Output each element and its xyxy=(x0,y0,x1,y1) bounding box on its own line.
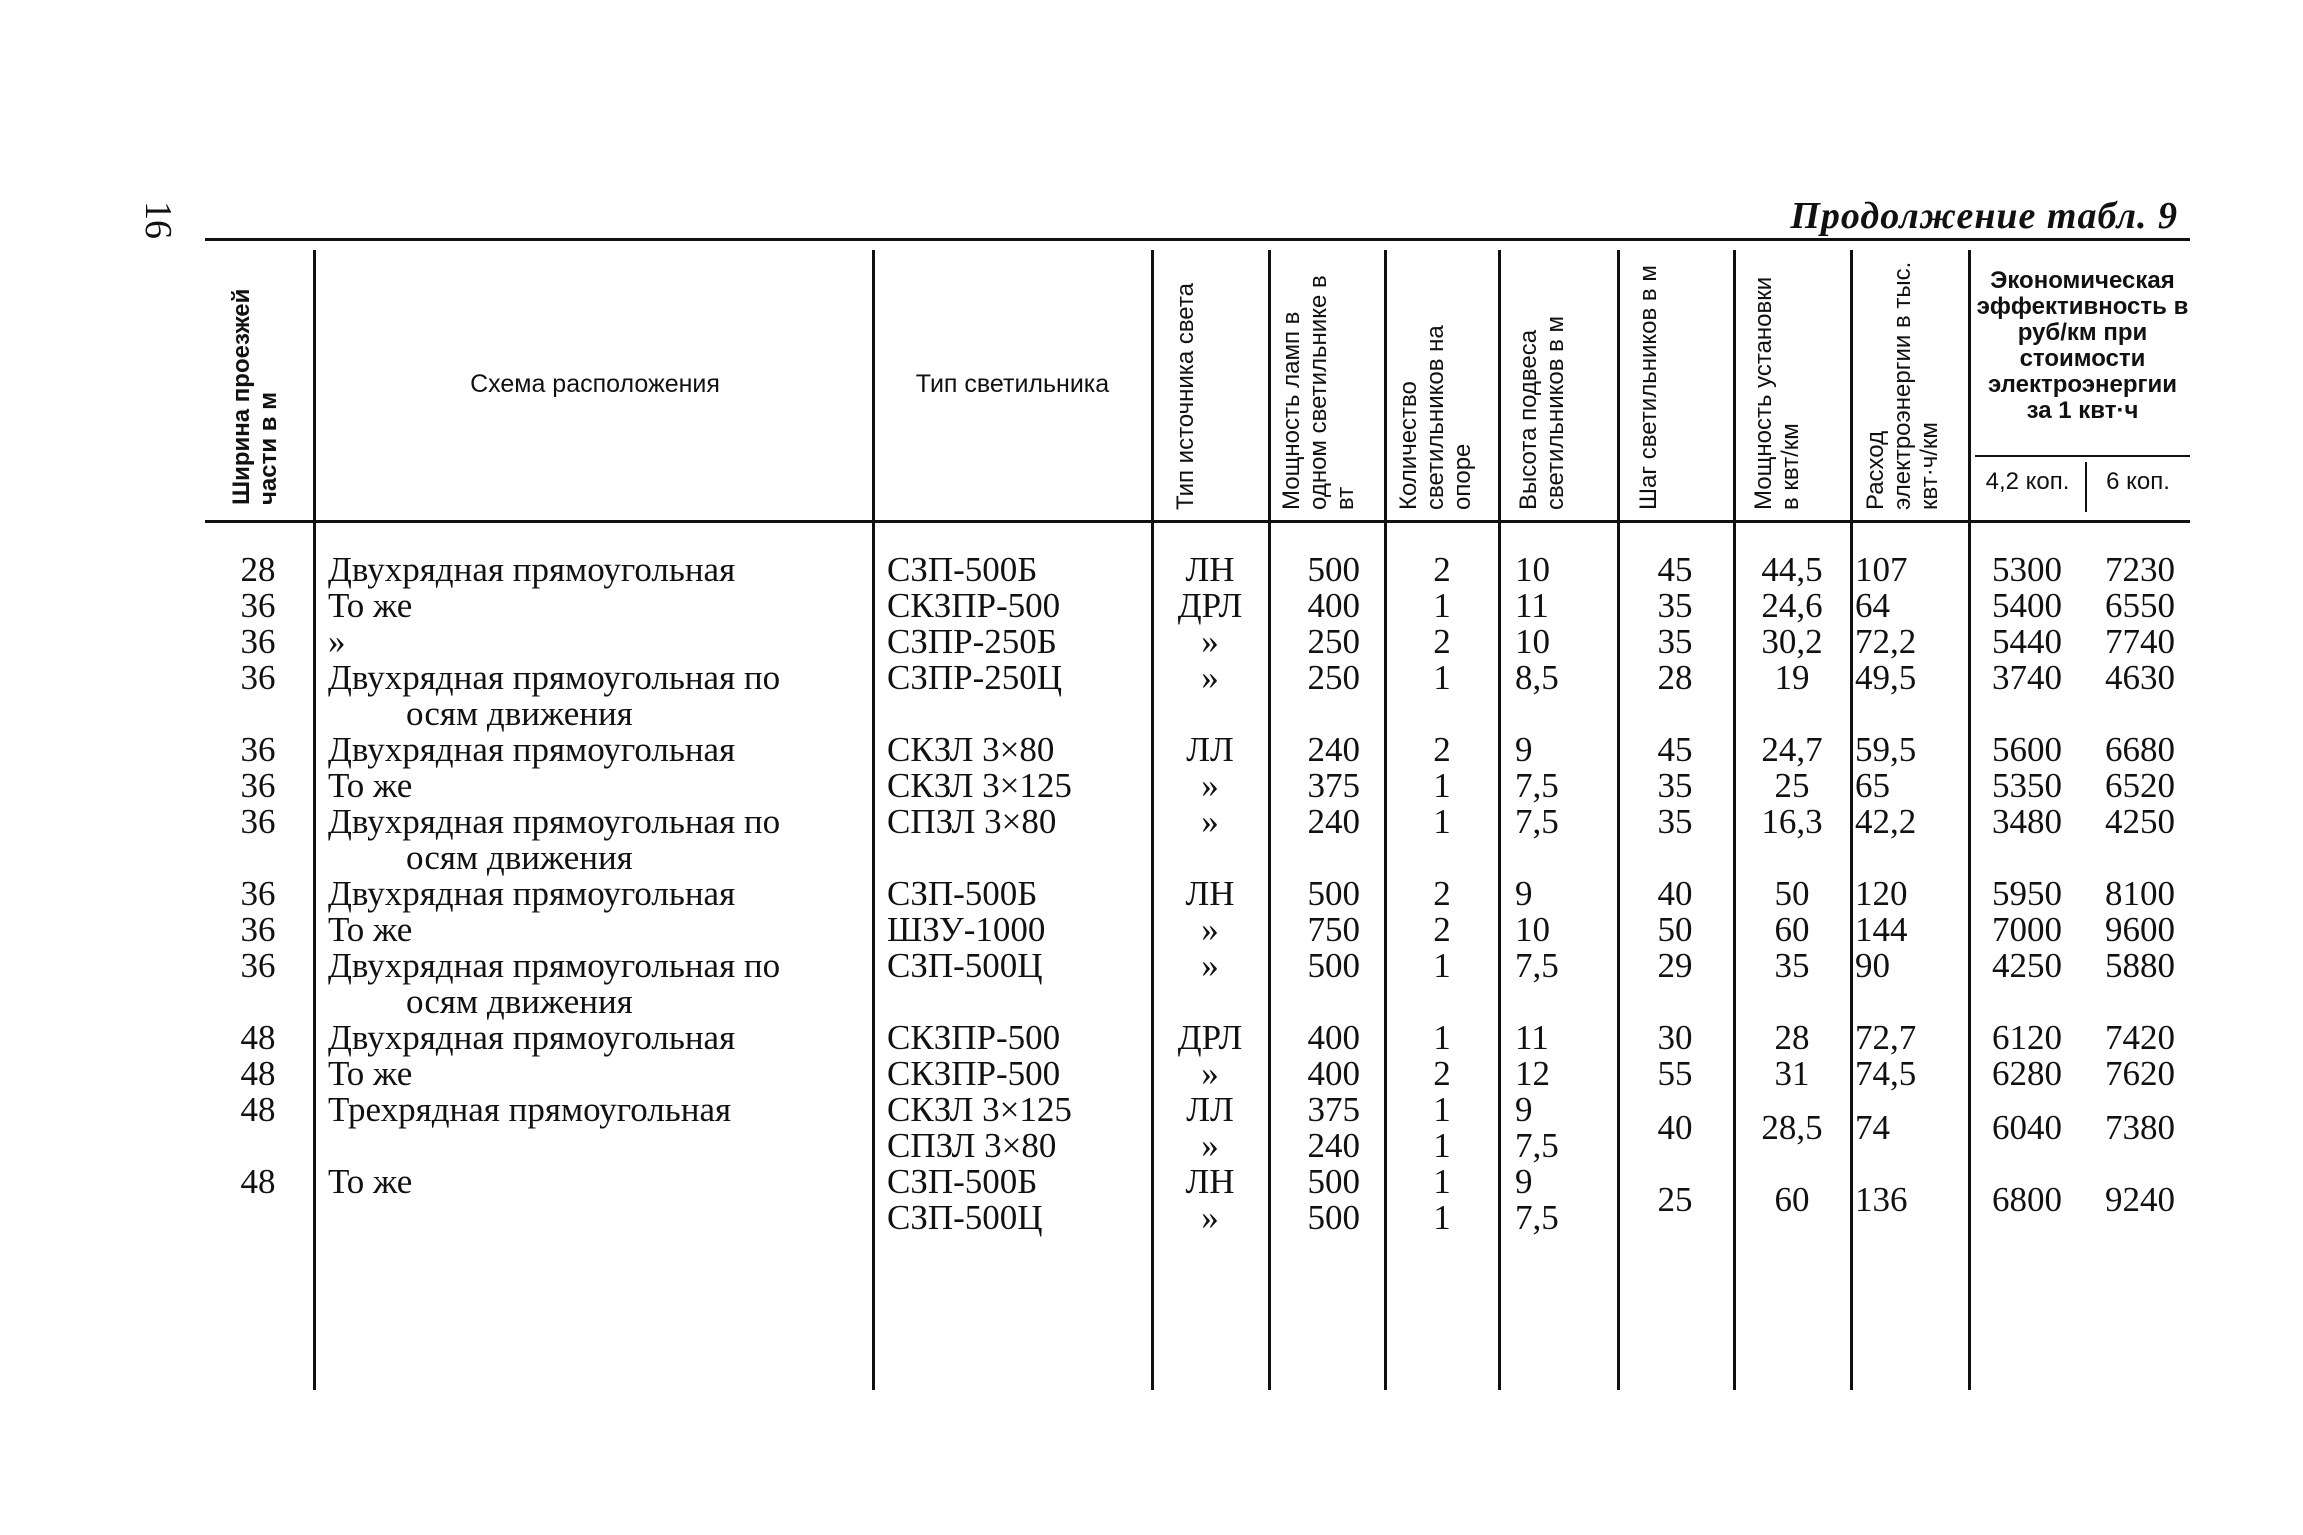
cell-width: 36 xyxy=(240,658,276,697)
cell-consumption: 144 xyxy=(1855,910,1908,949)
cell-fixture: СКЗПР-500 xyxy=(887,1054,1061,1093)
cell-econ-6: 5880 xyxy=(2105,946,2175,985)
cell-count: 1 xyxy=(1433,1018,1451,1057)
col-divider xyxy=(1268,250,1271,1390)
header-fixture: Тип светильника xyxy=(915,370,1110,398)
cell-width: 36 xyxy=(240,802,276,841)
header-step: Шаг светильников в м xyxy=(1635,265,1662,510)
cell-schema: Двухрядная прямоугольная по xyxy=(328,658,781,697)
cell-count: 1 xyxy=(1433,946,1451,985)
cell-source: ДРЛ xyxy=(1177,1018,1243,1057)
cell-econ-6: 9240 xyxy=(2105,1180,2175,1219)
cell-width: 48 xyxy=(240,1090,276,1129)
cell-schema: Двухрядная прямоугольная xyxy=(328,1018,736,1057)
cell-econ-42: 5300 xyxy=(1992,550,2062,589)
cell-power: 250 xyxy=(1307,658,1360,697)
cell-consumption: 90 xyxy=(1855,946,1890,985)
cell-count: 2 xyxy=(1433,874,1451,913)
col-divider xyxy=(1151,250,1154,1390)
cell-econ-42: 5600 xyxy=(1992,730,2062,769)
cell-schema-cont: осям движения xyxy=(406,838,633,877)
cell-width: 36 xyxy=(240,730,276,769)
cell-count: 1 xyxy=(1433,1090,1451,1129)
cell-schema: Двухрядная прямоугольная xyxy=(328,730,736,769)
cell-step: 45 xyxy=(1657,550,1693,589)
cell-fixture: СКЗПР-500 xyxy=(887,586,1061,625)
cell-source: ЛЛ xyxy=(1186,730,1234,769)
cell-step: 45 xyxy=(1657,730,1693,769)
cell-power: 500 xyxy=(1307,1198,1360,1237)
cell-econ-42: 4250 xyxy=(1992,946,2062,985)
cell-econ-42: 5350 xyxy=(1992,766,2062,805)
cell-power: 400 xyxy=(1307,1054,1360,1093)
cell-install: 24,7 xyxy=(1761,730,1823,769)
cell-count: 1 xyxy=(1433,1126,1451,1165)
cell-install: 25 xyxy=(1774,766,1810,805)
cell-step: 35 xyxy=(1657,766,1693,805)
cell-install: 35 xyxy=(1774,946,1810,985)
cell-step: 25 xyxy=(1657,1180,1693,1219)
cell-consumption: 136 xyxy=(1855,1180,1908,1219)
cell-fixture: СЗП-500Б xyxy=(887,874,1038,913)
cell-step: 35 xyxy=(1657,622,1693,661)
cell-height: 7,5 xyxy=(1515,766,1559,805)
header-power: Мощность ламп в одном светильнике в вт xyxy=(1278,275,1359,510)
cell-econ-6: 9600 xyxy=(2105,910,2175,949)
cell-econ-6: 7380 xyxy=(2105,1108,2175,1147)
cell-power: 500 xyxy=(1307,1162,1360,1201)
cell-count: 1 xyxy=(1433,1162,1451,1201)
cell-schema: То же xyxy=(328,586,413,625)
cell-fixture: СКЗЛ 3×80 xyxy=(887,730,1055,769)
econ-sub-divider xyxy=(2085,462,2087,512)
cell-power: 250 xyxy=(1307,622,1360,661)
cell-install: 19 xyxy=(1774,658,1810,697)
cell-schema: То же xyxy=(328,1054,413,1093)
cell-width: 36 xyxy=(240,946,276,985)
cell-height: 10 xyxy=(1515,550,1550,589)
cell-consumption: 72,7 xyxy=(1855,1018,1917,1057)
table-caption: Продолжение табл. 9 xyxy=(1790,195,2178,237)
cell-power: 375 xyxy=(1307,1090,1360,1129)
cell-econ-42: 5440 xyxy=(1992,622,2062,661)
cell-step: 50 xyxy=(1657,910,1693,949)
cell-consumption: 42,2 xyxy=(1855,802,1917,841)
header-source: Тип источника света xyxy=(1172,283,1199,510)
cell-width: 36 xyxy=(240,766,276,805)
cell-height: 9 xyxy=(1515,1162,1533,1201)
header-schema: Схема расположения xyxy=(470,370,720,398)
cell-power: 500 xyxy=(1307,874,1360,913)
cell-height: 11 xyxy=(1515,1018,1549,1057)
cell-econ-42: 6280 xyxy=(1992,1054,2062,1093)
cell-schema-cont: осям движения xyxy=(406,694,633,733)
cell-schema: То же xyxy=(328,766,413,805)
cell-econ-6: 4250 xyxy=(2105,802,2175,841)
header-econ: Экономическая эффективность в руб/км при стоимости электроэнергии за 1 квт·ч xyxy=(1976,267,2189,424)
table-top-rule xyxy=(205,238,2190,241)
cell-width: 28 xyxy=(240,550,276,589)
cell-econ-6: 7420 xyxy=(2105,1018,2175,1057)
cell-count: 1 xyxy=(1433,766,1451,805)
cell-source: » xyxy=(1201,910,1219,949)
header-height: Высота подвеса светильников в м xyxy=(1515,315,1569,510)
cell-source: » xyxy=(1201,622,1219,661)
cell-schema: » xyxy=(328,622,346,661)
cell-schema: То же xyxy=(328,910,413,949)
cell-step: 30 xyxy=(1657,1018,1693,1057)
cell-power: 750 xyxy=(1307,910,1360,949)
cell-econ-42: 6120 xyxy=(1992,1018,2062,1057)
header-econ-6: 6 коп. xyxy=(2106,468,2170,495)
cell-schema: Двухрядная прямоугольная xyxy=(328,874,736,913)
cell-fixture: СЗПР-250Б xyxy=(887,622,1057,661)
cell-schema: То же xyxy=(328,1162,413,1201)
cell-width: 36 xyxy=(240,874,276,913)
cell-fixture: СЗП-500Ц xyxy=(887,1198,1043,1237)
cell-step: 29 xyxy=(1657,946,1693,985)
cell-count: 2 xyxy=(1433,622,1451,661)
header-bottom-rule xyxy=(205,520,2190,523)
cell-econ-6: 6550 xyxy=(2105,586,2175,625)
cell-install: 44,5 xyxy=(1761,550,1823,589)
cell-power: 375 xyxy=(1307,766,1360,805)
cell-econ-6: 6680 xyxy=(2105,730,2175,769)
cell-econ-42: 3740 xyxy=(1992,658,2062,697)
cell-step: 35 xyxy=(1657,802,1693,841)
cell-fixture: СЗП-500Б xyxy=(887,550,1038,589)
cell-fixture: СПЗЛ 3×80 xyxy=(887,802,1057,841)
cell-fixture: СЗП-500Б xyxy=(887,1162,1038,1201)
cell-econ-42: 6040 xyxy=(1992,1108,2062,1147)
cell-count: 1 xyxy=(1433,802,1451,841)
col-divider xyxy=(1968,250,1971,1390)
cell-fixture: СПЗЛ 3×80 xyxy=(887,1126,1057,1165)
cell-econ-6: 7230 xyxy=(2105,550,2175,589)
cell-width: 48 xyxy=(240,1018,276,1057)
cell-step: 28 xyxy=(1657,658,1693,697)
cell-height: 9 xyxy=(1515,730,1533,769)
cell-height: 7,5 xyxy=(1515,802,1559,841)
cell-step: 40 xyxy=(1657,874,1693,913)
cell-power: 400 xyxy=(1307,586,1360,625)
cell-econ-42: 5950 xyxy=(1992,874,2062,913)
cell-height: 8,5 xyxy=(1515,658,1559,697)
col-divider xyxy=(1384,250,1387,1390)
cell-height: 12 xyxy=(1515,1054,1550,1093)
cell-econ-42: 5400 xyxy=(1992,586,2062,625)
cell-install: 28 xyxy=(1774,1018,1810,1057)
cell-count: 1 xyxy=(1433,586,1451,625)
cell-count: 2 xyxy=(1433,730,1451,769)
cell-step: 40 xyxy=(1657,1108,1693,1147)
cell-width: 48 xyxy=(240,1162,276,1201)
cell-source: » xyxy=(1201,658,1219,697)
cell-source: ЛН xyxy=(1185,874,1235,913)
cell-count: 1 xyxy=(1433,658,1451,697)
cell-install: 16,3 xyxy=(1761,802,1823,841)
cell-source: ЛЛ xyxy=(1186,1090,1234,1129)
cell-consumption: 49,5 xyxy=(1855,658,1917,697)
cell-schema: Трехрядная прямоугольная xyxy=(328,1090,732,1129)
col-divider xyxy=(1498,250,1501,1390)
cell-source: » xyxy=(1201,1126,1219,1165)
cell-econ-42: 6800 xyxy=(1992,1180,2062,1219)
cell-install: 50 xyxy=(1774,874,1810,913)
cell-height: 7,5 xyxy=(1515,1126,1559,1165)
cell-height: 9 xyxy=(1515,1090,1533,1129)
cell-count: 2 xyxy=(1433,910,1451,949)
cell-source: » xyxy=(1201,1054,1219,1093)
cell-source: ЛН xyxy=(1185,1162,1235,1201)
cell-econ-6: 7620 xyxy=(2105,1054,2175,1093)
cell-source: ДРЛ xyxy=(1177,586,1243,625)
cell-econ-6: 6520 xyxy=(2105,766,2175,805)
cell-step: 35 xyxy=(1657,586,1693,625)
cell-install: 28,5 xyxy=(1761,1108,1823,1147)
col-divider xyxy=(313,250,316,1390)
cell-source: » xyxy=(1201,1198,1219,1237)
cell-width: 36 xyxy=(240,622,276,661)
cell-width: 36 xyxy=(240,586,276,625)
cell-schema: Двухрядная прямоугольная по xyxy=(328,946,781,985)
cell-consumption: 120 xyxy=(1855,874,1908,913)
cell-source: » xyxy=(1201,802,1219,841)
cell-consumption: 65 xyxy=(1855,766,1890,805)
cell-install: 60 xyxy=(1774,1180,1810,1219)
cell-consumption: 59,5 xyxy=(1855,730,1917,769)
cell-consumption: 74,5 xyxy=(1855,1054,1917,1093)
cell-econ-42: 3480 xyxy=(1992,802,2062,841)
cell-power: 240 xyxy=(1307,802,1360,841)
cell-power: 500 xyxy=(1307,946,1360,985)
col-divider xyxy=(1617,250,1620,1390)
cell-height: 10 xyxy=(1515,622,1550,661)
cell-econ-6: 7740 xyxy=(2105,622,2175,661)
col-divider xyxy=(1850,250,1853,1390)
cell-schema: Двухрядная прямоугольная по xyxy=(328,802,781,841)
cell-fixture: СКЗЛ 3×125 xyxy=(887,766,1072,805)
cell-power: 240 xyxy=(1307,730,1360,769)
cell-install: 30,2 xyxy=(1761,622,1823,661)
cell-fixture: СКЗПР-500 xyxy=(887,1018,1061,1057)
header-consumption: Расход электроэнергии в тыс. квт·ч/км xyxy=(1862,261,1943,510)
cell-count: 2 xyxy=(1433,550,1451,589)
header-width: Ширина проезжей части в м xyxy=(228,288,282,505)
col-divider xyxy=(872,250,875,1390)
cell-install: 31 xyxy=(1774,1054,1810,1093)
header-count: Количество светильников на опоре xyxy=(1395,325,1476,510)
cell-schema: Двухрядная прямоугольная xyxy=(328,550,736,589)
cell-width: 48 xyxy=(240,1054,276,1093)
cell-fixture: СЗП-500Ц xyxy=(887,946,1043,985)
header-install: Мощность установки в квт/км xyxy=(1750,276,1804,510)
cell-econ-6: 8100 xyxy=(2105,874,2175,913)
cell-consumption: 64 xyxy=(1855,586,1890,625)
col-divider xyxy=(1733,250,1736,1390)
cell-count: 2 xyxy=(1433,1054,1451,1093)
cell-power: 240 xyxy=(1307,1126,1360,1165)
cell-source: » xyxy=(1201,946,1219,985)
cell-consumption: 74 xyxy=(1855,1108,1890,1147)
cell-power: 400 xyxy=(1307,1018,1360,1057)
cell-height: 7,5 xyxy=(1515,1198,1559,1237)
cell-consumption: 107 xyxy=(1855,550,1908,589)
cell-count: 1 xyxy=(1433,1198,1451,1237)
cell-fixture: СЗПР-250Ц xyxy=(887,658,1063,697)
cell-econ-6: 4630 xyxy=(2105,658,2175,697)
cell-install: 60 xyxy=(1774,910,1810,949)
cell-install: 24,6 xyxy=(1761,586,1823,625)
cell-power: 500 xyxy=(1307,550,1360,589)
cell-source: » xyxy=(1201,766,1219,805)
header-econ-42: 4,2 коп. xyxy=(1985,468,2070,495)
cell-econ-42: 7000 xyxy=(1992,910,2062,949)
cell-height: 9 xyxy=(1515,874,1533,913)
cell-height: 10 xyxy=(1515,910,1550,949)
cell-height: 7,5 xyxy=(1515,946,1559,985)
cell-fixture: СКЗЛ 3×125 xyxy=(887,1090,1072,1129)
cell-height: 11 xyxy=(1515,586,1549,625)
econ-sub-rule xyxy=(1975,455,2190,457)
cell-consumption: 72,2 xyxy=(1855,622,1917,661)
cell-source: ЛН xyxy=(1185,550,1235,589)
page-number: 16 xyxy=(137,201,179,239)
cell-schema-cont: осям движения xyxy=(406,982,633,1021)
cell-fixture: ШЗУ-1000 xyxy=(887,910,1046,949)
cell-step: 55 xyxy=(1657,1054,1693,1093)
cell-width: 36 xyxy=(240,910,276,949)
